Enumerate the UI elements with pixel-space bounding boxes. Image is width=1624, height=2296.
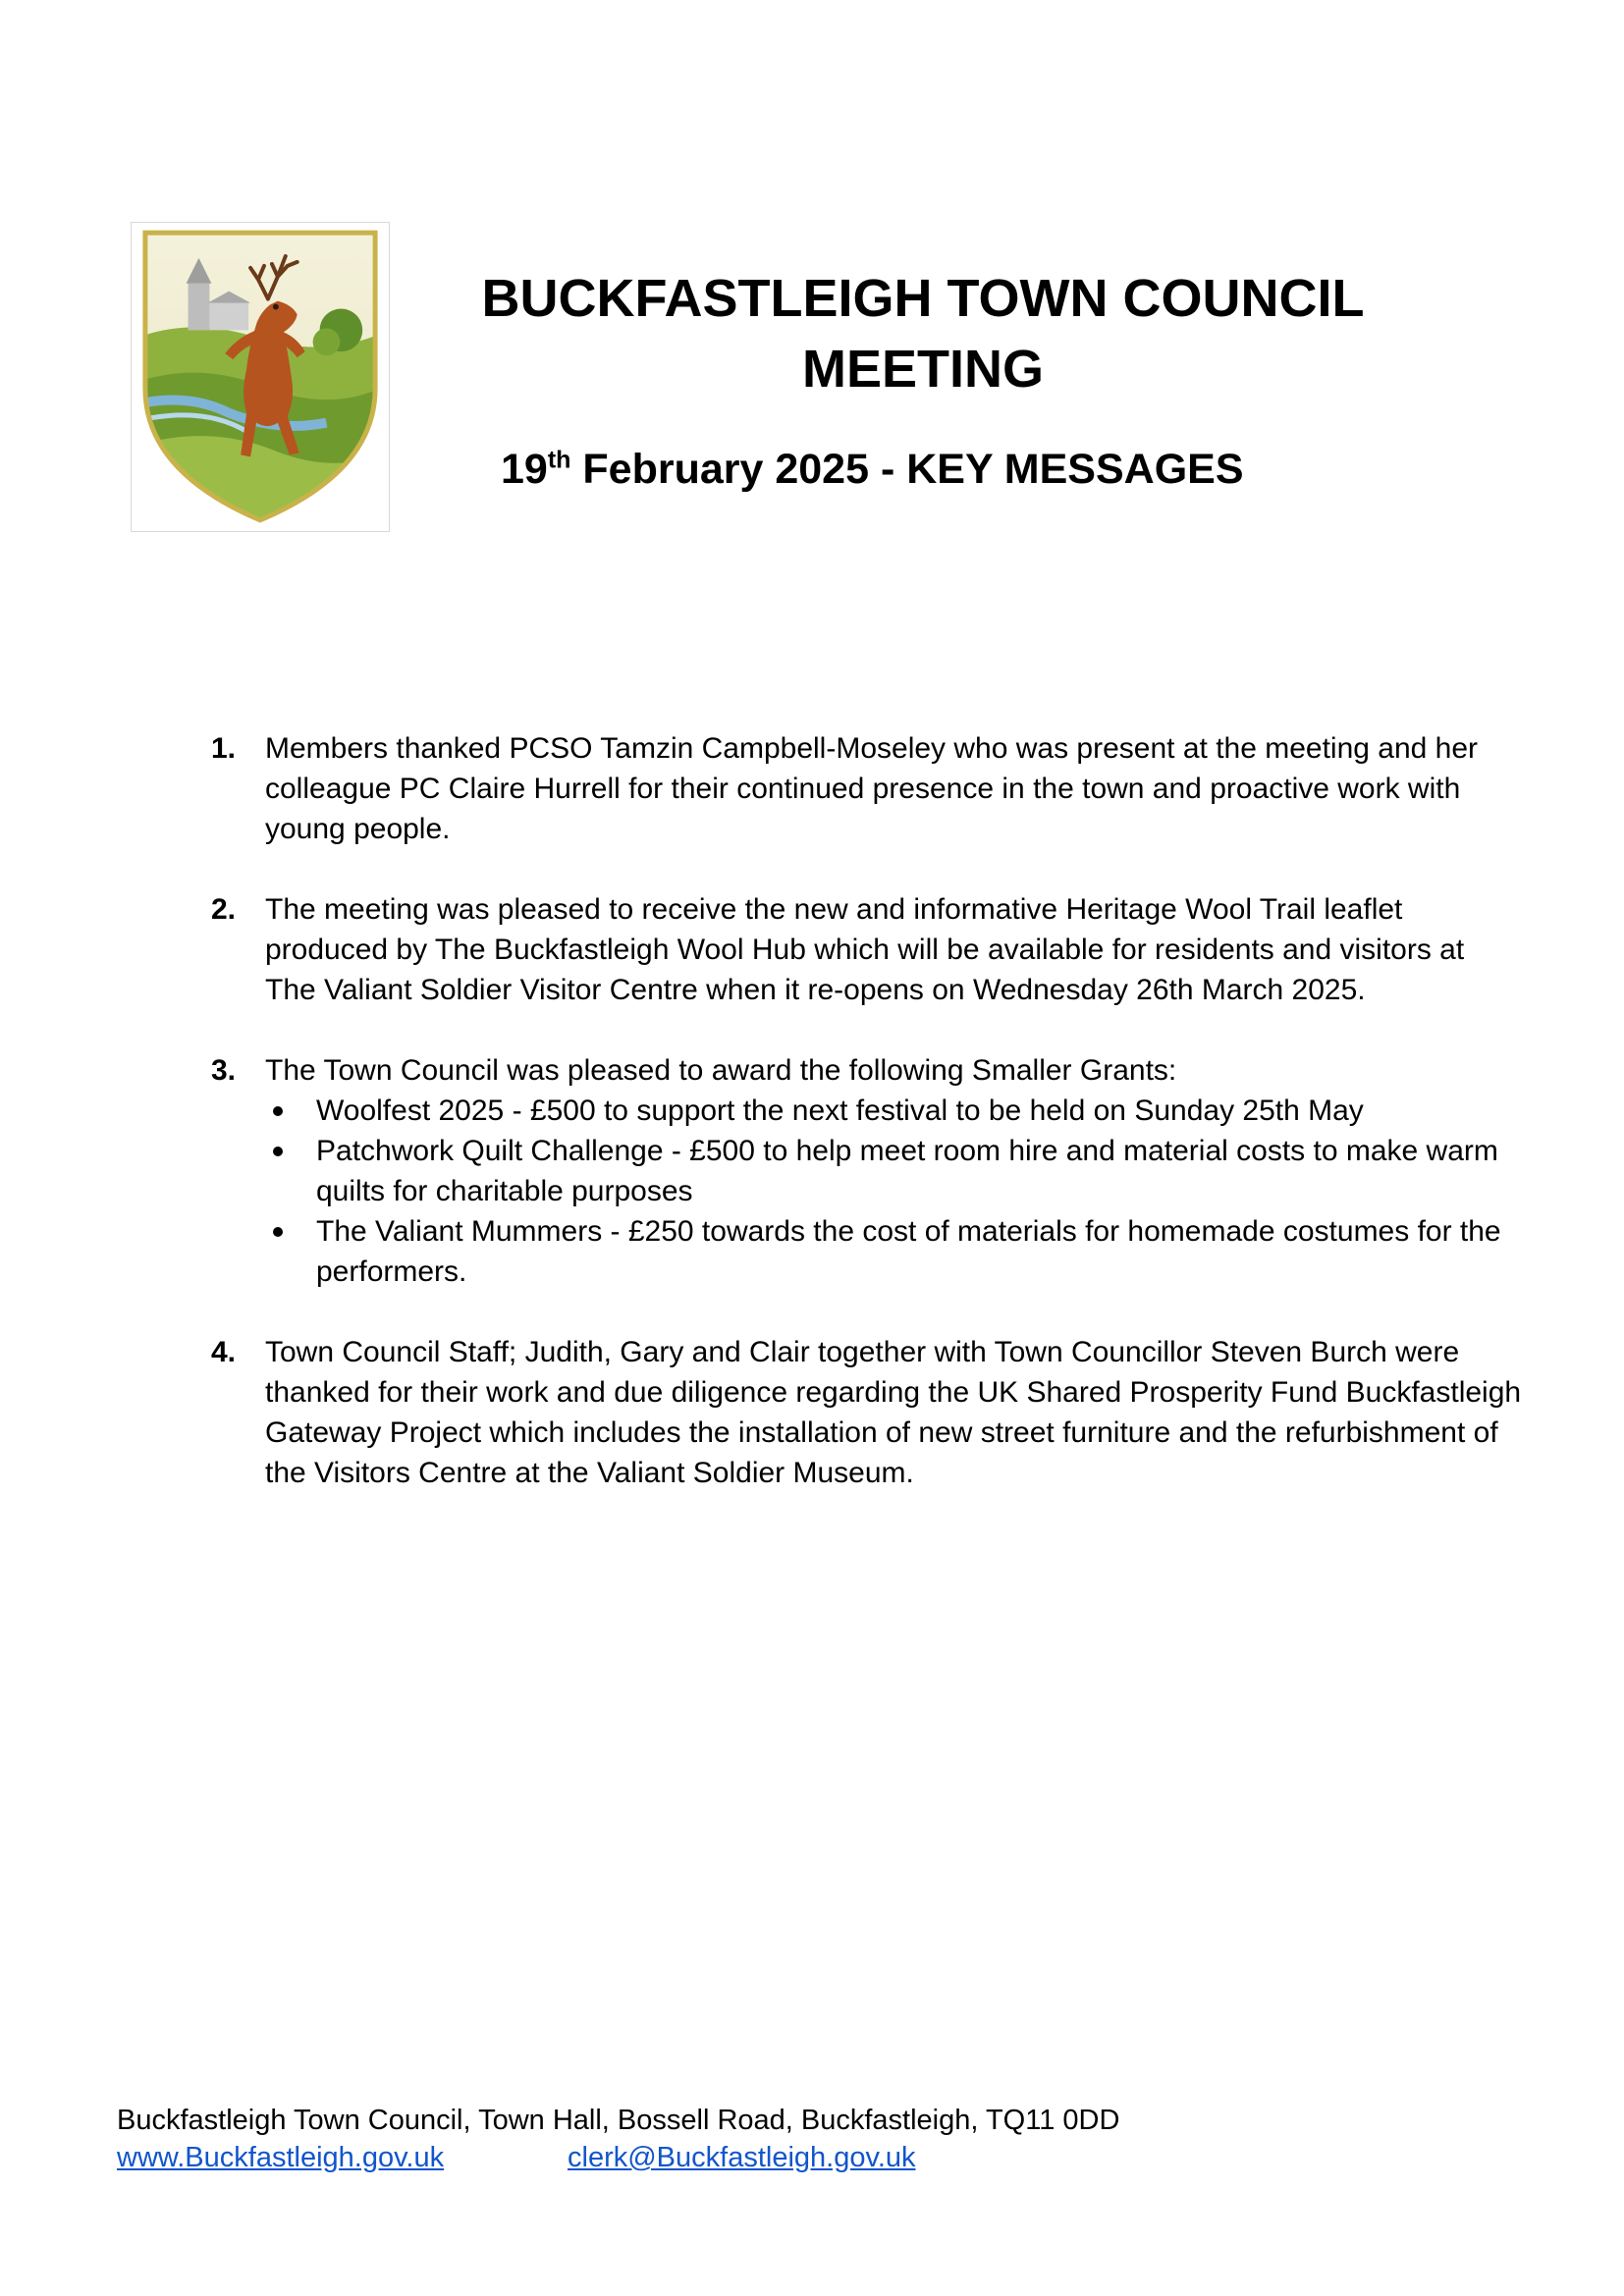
grant-item-valiant-mummers (265, 1211, 1522, 1292)
footer-address: Buckfastleigh Town Council, Town Hall, Bossell Road, Buckfastleigh, TQ11 0DD (117, 2105, 1120, 2136)
footer-links (117, 2139, 1119, 2176)
grant-text: Woolfest 2025 - £500 to support the next festival to be held on Sunday 25th May (316, 1095, 1364, 1127)
date-rest: February 2025 - KEY MESSAGES (570, 446, 1244, 493)
bullet-icon (273, 1106, 283, 1116)
message-number: 2. (211, 893, 237, 926)
title-line-1: BUCKFASTLEIGH TOWN COUNCIL (481, 269, 1365, 328)
message-text: Members thanked PCSO Tamzin Campbell-Moseley who was present at the meeting and her colleague PC Claire Hurrell for their continued presence in the town and proactive work with young people. (265, 732, 1479, 845)
title-line-2: MEETING (801, 340, 1044, 399)
grant-item-patchwork-quilt (265, 1131, 1522, 1211)
key-message-4 (211, 1332, 1522, 1493)
key-message-2 (211, 889, 1522, 1010)
message-text: The Town Council was pleased to award the following Smaller Grants: (265, 1054, 1177, 1087)
grant-text: The Valiant Mummers - £250 towards the cost of materials for homemade costumes for the performers. (316, 1215, 1501, 1288)
key-messages-list (211, 728, 1522, 1533)
date-suffix: th (547, 446, 571, 474)
grant-item-woolfest (265, 1091, 1522, 1131)
page-title (442, 263, 1404, 404)
grants-list (265, 1091, 1522, 1292)
key-message-1 (211, 728, 1522, 849)
message-text: The meeting was pleased to receive the new and informative Heritage Wool Trail leaflet produced by The Buckfastleigh Wool Hub which will be available for residents and visitors at The Valiant Soldier Visitor Centre when it re-opens on Wednesday 26th March 2025. (265, 893, 1465, 1006)
footer (117, 2102, 1119, 2176)
meeting-date-heading (501, 442, 1244, 497)
grant-text: Patchwork Quilt Challenge - £500 to help meet room hire and material costs to make warm quilts for charitable purposes (316, 1135, 1498, 1207)
message-number: 1. (211, 732, 237, 765)
key-message-3 (211, 1050, 1522, 1292)
email-link[interactable]: clerk@Buckfastleigh.gov.uk (568, 2142, 916, 2173)
bullet-icon (273, 1147, 283, 1156)
stag-crest-icon (132, 223, 389, 531)
message-number: 3. (211, 1054, 237, 1087)
website-link[interactable]: www.Buckfastleigh.gov.uk (117, 2142, 445, 2173)
bullet-icon (273, 1227, 283, 1237)
message-number: 4. (211, 1336, 237, 1368)
date-day: 19 (501, 446, 548, 493)
council-crest (131, 222, 390, 532)
message-text: Town Council Staff; Judith, Gary and Clair together with Town Councillor Steven Burch were thanked for their work and due diligence regarding the UK Shared Prosperity Fund Buckfastleigh Gateway Project which includes the installation of new street furniture and the refurbishment of the Visitors Centre at the Valiant Soldier Museum. (265, 1336, 1522, 1489)
